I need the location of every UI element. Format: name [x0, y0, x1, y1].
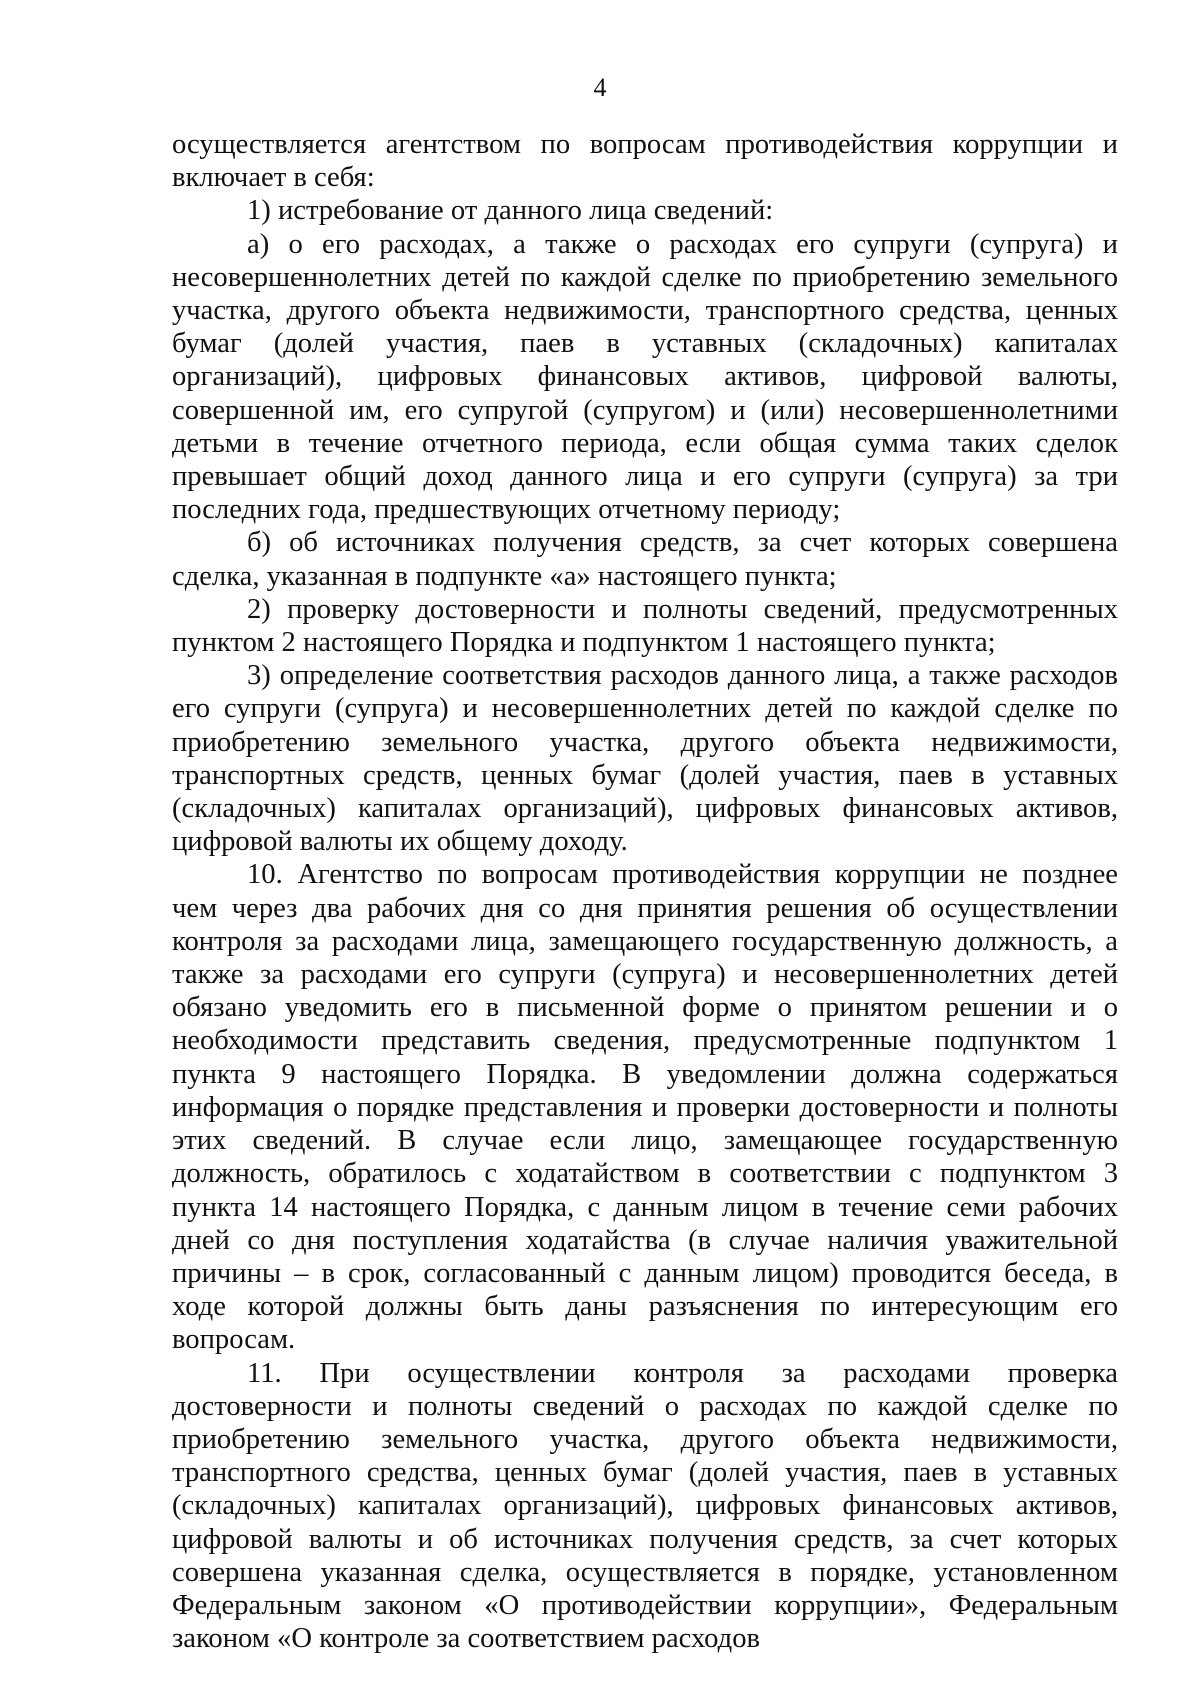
document-body	[172, 128, 1118, 1655]
paragraph-item-1: 1) истребование от данного лица сведений:	[247, 195, 774, 227]
paragraph-item-2: 2) проверку достоверности и полноты сведений, предусмотренных пунктом 2 настоящего Порядка и подпунктом 1 настоящего пункта;	[172, 593, 1118, 659]
page-number: 4	[593, 73, 607, 102]
paragraph-item-3: 3) определение соответствия расходов данного лица, а также расходов его супруги (супруга) и несовершеннолетних детей по каждой сделке по приобретению земельного участка, другого объекта недвижимости, транспортных средств, ценных бумаг (долей участия, паев в уставных (складочных) капиталах организаций), цифровых финансовых активов, цифровой валюты их общему доходу.	[172, 660, 1118, 858]
paragraph-intro: осуществляется агентством по вопросам противодействия коррупции и включает в себя:	[172, 129, 1118, 194]
paragraph-subitem-b: б) об источниках получения средств, за счет которых совершена сделка, указанная в подпункте «а» настоящего пункта;	[172, 527, 1118, 592]
paragraph-subitem-a: а) о его расходах, а также о расходах его супруги (супруга) и несовершеннолетних детей по каждой сделке по приобретению земельного участка, другого объекта недвижимости, транспортного средства, ценных бумаг (долей участия, паев в уставных (складочных) капиталах организаций), цифровых финансовых активов, цифровой валюты, совершенной им, его супругой (супругом) и (или) несовершеннолетними детьми в течение отчетного периода, если общая сумма таких сделок превышает общий доход данного лица и его супруги (супруга) за три последних года, предшествующих отчетному периоду;	[172, 228, 1118, 526]
paragraph-clause-11: 11. При осуществлении контроля за расходами проверка достоверности и полноты сведений о расходах по каждой сделке по приобретению земельного участка, другого объекта недвижимости, транспортного средства, ценных бумаг (долей участия, паев в уставных (складочных) капиталах организаций), цифровых финансовых активов, цифровой валюты и об источниках получения средств, за счет которых совершена указанная сделка, осуществляется в порядке, установленном Федеральным законом «О противодействии коррупции», Федеральным законом «О контроле за соответствием расходов	[172, 1357, 1118, 1655]
paragraph-clause-10: 10. Агентство по вопросам противодействия коррупции не позднее чем через два рабочих дня со дня принятия решения об осуществлении контроля за расходами лица, замещающего государственную должность, а также за расходами его супруги (супруга) и несовершеннолетних детей обязано уведомить его в письменной форме о принятом решении и о необходимости представить сведения, предусмотренные подпунктом 1 пункта 9 настоящего Порядка. В уведомлении должна содержаться информация о порядке представления и проверки достоверности и полноты этих сведений. В случае если лицо, замещающее государственную должность, обратилось с ходатайством в соответствии с подпунктом 3 пункта 14 настоящего Порядка, с данным лицом в течение семи рабочих дней со дня поступления ходатайства (в случае наличия уважительной причины – в срок, согласованный с данным лицом) проводится беседа, в ходе которой должны быть даны разъяснения по интересующим его вопросам.	[172, 859, 1118, 1356]
